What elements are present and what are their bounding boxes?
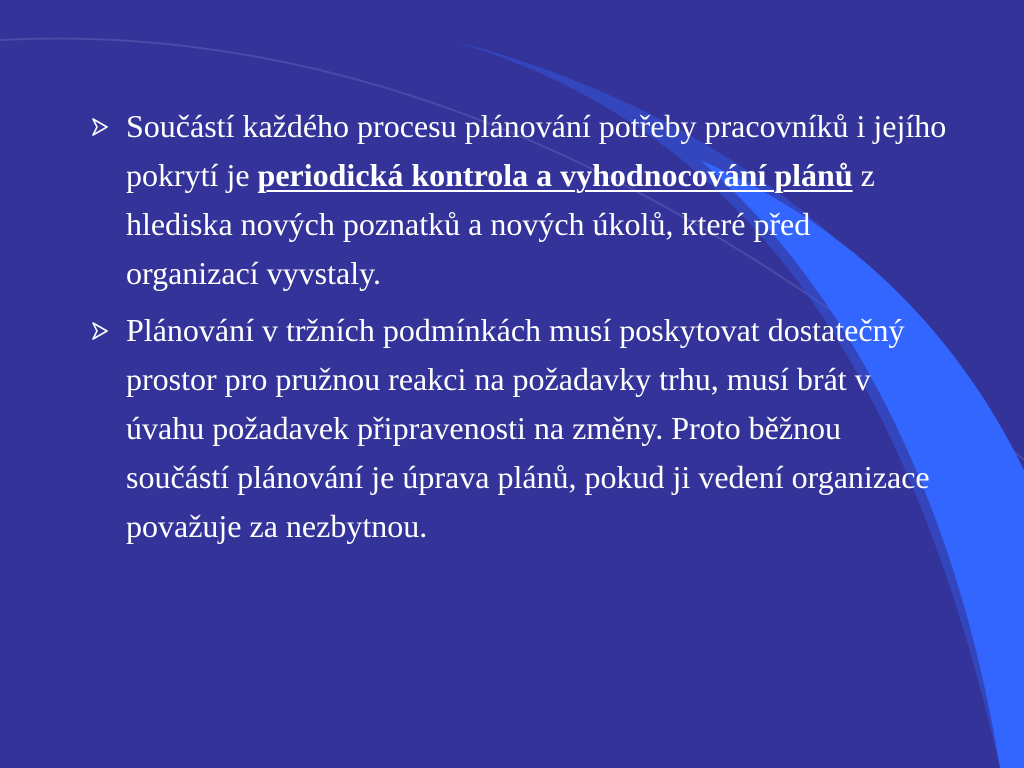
- arrowhead-bullet-icon: [90, 321, 110, 341]
- slide-body: [90, 102, 950, 559]
- bullet-emphasis: periodická kontrola a vyhodnocování plánů: [257, 157, 853, 193]
- bullet-text: Plánování v tržních podmínkách musí poskytovat dostatečný prostor pro pružnou reakci na požadavky trhu, musí brát v úvahu požadavek připravenosti na změny. Proto běžnou součástí plánování je úprava plánů, pokud ji vedení organizace považuje za nezbytnou.: [126, 312, 930, 544]
- bullet-item: [90, 306, 950, 551]
- bullet-text: Součástí každého procesu plánování potřeby pracovníků i jejího pokrytí je: [126, 108, 947, 193]
- bullet-item: [90, 102, 950, 298]
- bullet-text: z hlediska nových poznatků a nových úkolů, které před organizací vyvstaly.: [126, 157, 875, 291]
- arrowhead-bullet-icon: [90, 117, 110, 137]
